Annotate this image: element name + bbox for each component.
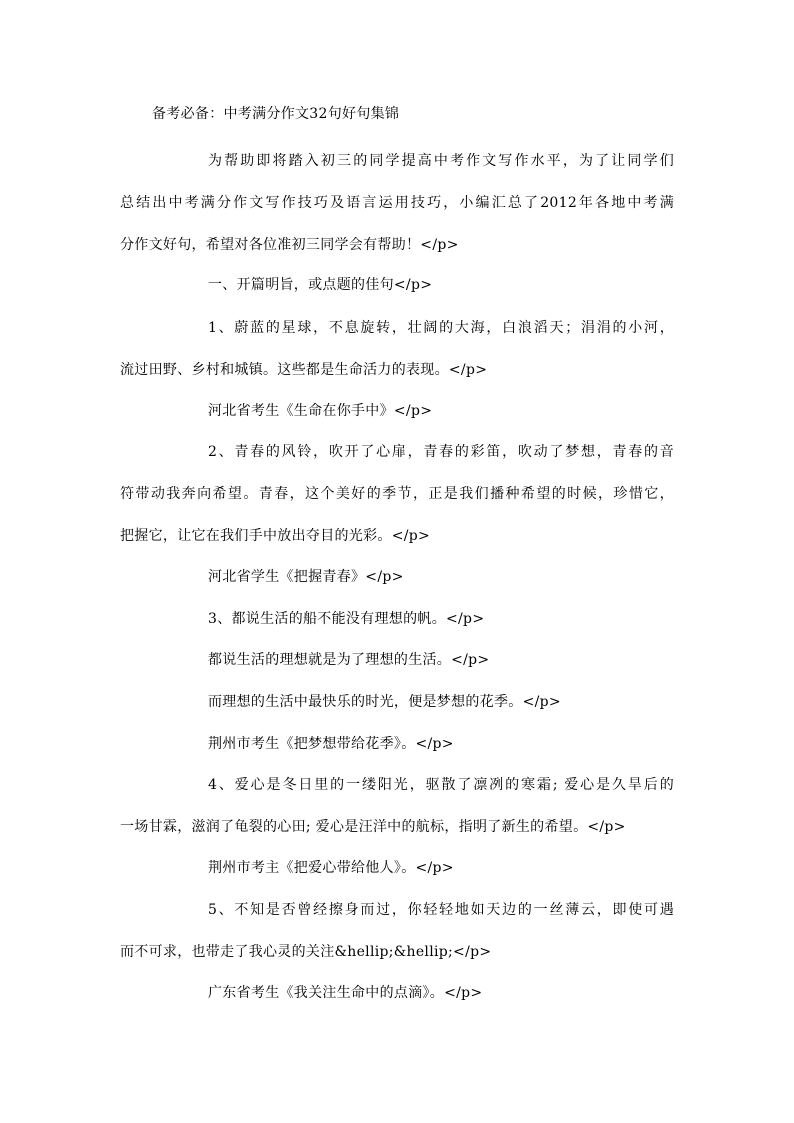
item-5-line-1: 5、不知是否曾经擦身而过，你轻轻地如天边的一丝薄云，即使可遇 xyxy=(208,902,674,918)
item-4-line-2: 一场甘霖，滋润了龟裂的心田; 爱心是汪洋中的航标，指明了新生的希望。</p> xyxy=(120,819,626,835)
item-2-line-1: 2、青春的风铃，吹开了心扉，青春的彩笛，吹动了梦想，青春的音 xyxy=(208,444,674,460)
intro-line-3: 分作文好句，希望对各位准初三同学会有帮助！</p> xyxy=(120,237,459,253)
item-2-line-2: 符带动我奔向希望。青春，这个美好的季节，正是我们播种希望的时候，珍惜它， xyxy=(120,486,674,502)
item-3-line-3: 而理想的生活中最快乐的时光，便是梦想的花季。</p> xyxy=(208,694,561,710)
item-4-line-1: 4、爱心是冬日里的一缕阳光，驱散了凛冽的寒霜; 爱心是久旱后的 xyxy=(208,777,674,793)
document-title: 备考必备：中考满分作文32句好句集锦 xyxy=(152,106,400,122)
item-5-source: 广东省考生《我关注生命中的点滴》。</p> xyxy=(208,985,483,1001)
item-1-line-1: 1、蔚蓝的星球，不息旋转，壮阔的大海，白浪滔天；涓涓的小河， xyxy=(208,320,674,336)
item-3-line-1: 3、都说生活的船不能没有理想的帆。</p> xyxy=(208,611,485,627)
item-1-line-2: 流过田野、乡村和城镇。这些都是生命活力的表现。</p> xyxy=(120,362,488,378)
item-3-line-2: 都说生活的理想就是为了理想的生活。</p> xyxy=(208,652,490,668)
item-2-line-3: 把握它，让它在我们手中放出夺目的光彩。</p> xyxy=(120,528,431,544)
intro-line-1: 为帮助即将踏入初三的同学提高中考作文写作水平，为了让同学们 xyxy=(208,153,674,169)
item-1-source: 河北省考生《生命在你手中》</p> xyxy=(208,403,433,419)
item-4-source: 荆州市考主《把爱心带给他人》。</p> xyxy=(208,860,454,876)
intro-line-2: 总结出中考满分作文写作技巧及语言运用技巧，小编汇总了2012年各地中考满 xyxy=(120,195,674,211)
item-5-line-2: 而不可求，也带走了我心灵的关注&hellip;&hellip;</p> xyxy=(120,944,492,960)
section-heading-1: 一、开篇明旨，或点题的佳句</p> xyxy=(208,277,433,293)
item-2-source: 河北省学生《把握青春》</p> xyxy=(208,569,404,585)
item-3-source: 荆州市考生《把梦想带给花季》。</p> xyxy=(208,736,454,752)
